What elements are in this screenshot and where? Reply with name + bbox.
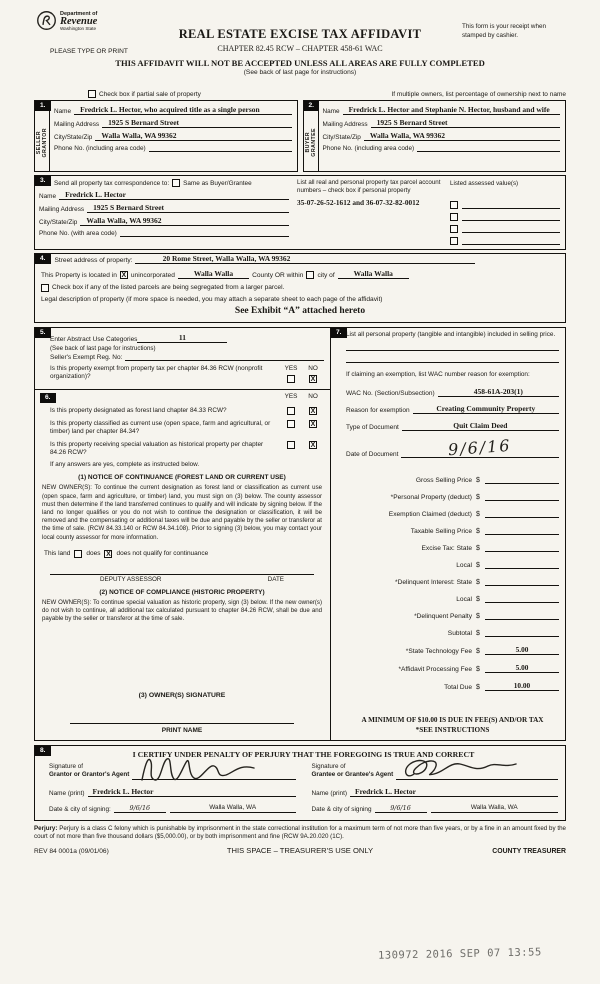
- grantor-agent-label: Grantor or Grantor's Agent: [49, 771, 130, 779]
- grantee-side-label: GRANTEE: [310, 128, 317, 157]
- logo-name: Revenue: [60, 15, 98, 27]
- city-checkbox[interactable]: [306, 271, 314, 279]
- exempt-no-checkbox[interactable]: X: [310, 375, 316, 383]
- multiple-owners-note: If multiple owners, list percentage of ownership next to name: [391, 90, 566, 98]
- personal-property-label: List all personal property (tangible and intangible) included in selling price.: [346, 330, 556, 338]
- delinquent-interest-state-label: *Delinquent Interest: State: [395, 578, 472, 586]
- land-does-checkbox[interactable]: [74, 550, 82, 558]
- section-7-number: 7.: [331, 328, 347, 338]
- buyer-side-label: BUYER: [304, 132, 311, 153]
- dollar-sign: $: [476, 476, 480, 484]
- document-date-label: Date of Document: [346, 450, 399, 458]
- grantor-date-city-label: Date & city of signing:: [49, 805, 111, 813]
- buyer-name-label: Name: [322, 108, 340, 115]
- county-treasurer-label: COUNTY TREASURER: [492, 847, 566, 855]
- city-field[interactable]: Walla Walla: [338, 269, 409, 279]
- see-instructions-line: *SEE INSTRUCTIONS: [415, 725, 490, 734]
- certify-statement: I CERTIFY UNDER PENALTY OF PERJURY THAT THE FOREGOING IS TRUE AND CORRECT: [132, 749, 475, 759]
- exempt-yes-checkbox[interactable]: [287, 375, 295, 383]
- subtotal-field[interactable]: [485, 628, 559, 637]
- form-body: [34, 10, 566, 855]
- exemption-reason-field[interactable]: Creating Community Property: [413, 404, 559, 414]
- total-due-label: Total Due: [444, 683, 472, 691]
- wac-field[interactable]: 458-61A-203(1): [438, 387, 559, 397]
- segregated-label: Check box if any of the listed parcels are being segregated from a larger parcel.: [52, 284, 285, 292]
- seller-mailing-field[interactable]: 1925 S Bernard Street: [102, 118, 291, 128]
- treasurer-space-label: THIS SPACE – TREASURER'S USE ONLY: [226, 845, 374, 855]
- money-section: [346, 467, 559, 691]
- exemption-claimed-field[interactable]: [485, 509, 559, 518]
- exempt-reg-field[interactable]: [125, 360, 324, 361]
- print-name-label: PRINT NAME: [161, 726, 203, 734]
- current-use-yes-checkbox[interactable]: [287, 420, 295, 428]
- state-technology-fee-label: *State Technology Fee: [405, 647, 472, 655]
- legal-description-label: Legal description of property (if more space is needed, you may attach a separate sheet to each page of the affidavit): [41, 295, 383, 303]
- dollar-sign: $: [476, 612, 480, 620]
- dollar-sign: $: [476, 595, 480, 603]
- exemption-note: If claiming an exemption, list WAC number reason for exemption:: [346, 371, 530, 379]
- current-use-no-checkbox[interactable]: X: [310, 421, 316, 428]
- legal-description-value: See Exhibit “A” attached hereto: [234, 305, 366, 316]
- party-boxes: [34, 100, 566, 172]
- buyer-name-field[interactable]: Fredrick L. Hector and Stephanie N. Hector, husband and wife: [343, 105, 560, 115]
- personal-property-checkbox[interactable]: [450, 213, 458, 221]
- seller-phone-field[interactable]: [149, 144, 292, 152]
- perjury-body: Perjury is a class C felony which is punishable by imprisonment in the state correctional institution for a maximum term of not more than five years, or by a fine in an amount fixed by the court of not more than five thousand dollars ($5,000.00), or by both imprisonment and fine (RCW 9A.20.020 (1C).: [34, 824, 566, 840]
- no-header: NO: [308, 392, 318, 400]
- corr-name-label: Name: [39, 193, 57, 200]
- gross-selling-price-field[interactable]: [485, 475, 559, 484]
- personal-property-checkbox[interactable]: [450, 237, 458, 245]
- dollar-sign: $: [476, 665, 480, 673]
- buyer-side-strip: [304, 101, 319, 171]
- notice-compliance-body: NEW OWNER(S): To continue special valuation as historic property, sign (3) below. If the new owner(s) do not wish to continue, all additional tax calculated pursuant to chapter 84.26 RCW, shall be due and payable by the seller or transferor at the time of sale.: [42, 598, 322, 623]
- grantee-agent-label: Grantee or Grantee's Agent: [311, 771, 394, 779]
- affidavit-processing-fee-label: *Affidavit Processing Fee: [398, 665, 472, 673]
- grantee-signature-of-label: Signature of: [311, 762, 346, 770]
- delinquent-penalty-field[interactable]: [485, 611, 559, 620]
- perjury-lead: Perjury:: [34, 824, 58, 832]
- corr-phone-field[interactable]: [120, 229, 289, 237]
- section-4-property-location: [34, 253, 566, 323]
- exemption-claimed-label: Exemption Claimed (deduct): [388, 510, 472, 518]
- section-6-land-classification: [34, 389, 331, 741]
- logo-state: Washington State: [60, 25, 97, 31]
- seller-name-label: Name: [54, 108, 72, 115]
- exempt-question: Is this property exempt from property tax per chapter 84.36 RCW (nonprofit organization)?: [50, 364, 263, 381]
- document-date-field[interactable]: [401, 435, 559, 459]
- taxable-selling-price-label: Taxable Selling Price: [410, 527, 472, 535]
- section-8-certification: [34, 745, 566, 821]
- received-date-stamp: 130972 2016 SEP 07 13:55: [377, 946, 542, 962]
- grantee-name-print-label: Name (print): [311, 789, 348, 797]
- does-not-label: does not qualify for continuance: [116, 550, 209, 558]
- seller-side-label: SELLER: [36, 130, 42, 155]
- seller-name-field[interactable]: Fredrick L. Hector, who acquired title as a single person: [74, 105, 291, 115]
- section-5-abstract-use: [34, 327, 331, 390]
- section-5-number: 5.: [35, 328, 51, 338]
- buyer-city-field[interactable]: Walla Walla, WA 99362: [364, 131, 560, 141]
- seller-city-label: City/State/Zip: [54, 134, 93, 141]
- top-row: [34, 90, 566, 98]
- grantor-name-print-field[interactable]: Fredrick L. Hector: [88, 787, 296, 797]
- logo-text: [60, 11, 97, 31]
- yes-header: YES: [284, 392, 298, 400]
- taxable-selling-price-field[interactable]: [485, 526, 559, 535]
- abstract-use-label: Enter Abstract Use Categories: [50, 335, 138, 343]
- grantor-city-field[interactable]: Walla Walla, WA: [170, 804, 296, 813]
- section-2-number: 2.: [304, 101, 320, 111]
- same-as-buyer-label: Same as Buyer/Grantee: [183, 179, 252, 187]
- deputy-date-label: DATE: [267, 575, 284, 583]
- form-header: [34, 10, 566, 88]
- segregated-checkbox[interactable]: [41, 284, 49, 292]
- grantor-signature-field[interactable]: [132, 762, 295, 780]
- see-back-note: (See back of last page for instructions): [243, 69, 357, 76]
- dollar-sign: $: [476, 578, 480, 586]
- assessed-value-line[interactable]: [462, 225, 560, 233]
- affidavit-processing-fee-field[interactable]: 5.00: [485, 663, 559, 673]
- minimum-due-line: A MINIMUM OF $10.00 IS DUE IN FEE(S) AND/OR TAX: [361, 715, 544, 724]
- send-correspondence-label: Send all property tax correspondence to:: [54, 179, 170, 187]
- personal-property-checkbox[interactable]: [450, 225, 458, 233]
- corr-name-field[interactable]: Fredrick L. Hector: [59, 190, 289, 200]
- personal-property-line[interactable]: [346, 339, 559, 351]
- grantee-city-field[interactable]: Walla Walla, WA: [431, 804, 558, 813]
- personal-property-checkbox[interactable]: [450, 201, 458, 209]
- seller-phone-label: Phone No. (including area code): [54, 145, 146, 152]
- grantee-signature-block: [312, 762, 559, 813]
- excise-tax-state-label: Excise Tax: State: [421, 544, 472, 552]
- grantor-date-field[interactable]: [114, 804, 166, 813]
- grantee-name-print-field[interactable]: Fredrick L. Hector: [350, 787, 558, 797]
- seller-city-field[interactable]: Walla Walla, WA 99362: [95, 131, 291, 141]
- grantor-signature: [136, 754, 286, 784]
- grantee-date-field[interactable]: [375, 804, 427, 813]
- personal-property-deduct-label: *Personal Property (deduct): [390, 493, 472, 501]
- assessed-values-header: Listed assessed value(s): [450, 180, 519, 187]
- document-type-field[interactable]: Quit Claim Deed: [402, 421, 559, 431]
- street-address-label: Street address of property:: [54, 256, 133, 264]
- receipt-note: This form is your receipt when stamped by cashier.: [462, 23, 546, 39]
- excise-tax-state-field[interactable]: [485, 543, 559, 552]
- assessed-value-line[interactable]: [462, 213, 560, 221]
- owners-signature-label: (3) OWNER(S) SIGNATURE: [138, 691, 226, 699]
- excise-tax-local-label: Local: [456, 561, 472, 569]
- excise-tax-local-field[interactable]: [485, 560, 559, 569]
- delinquent-interest-state-field[interactable]: [485, 577, 559, 586]
- grantee-handwritten-date: 9/6/16: [390, 803, 411, 812]
- section-8-number: 8.: [35, 746, 51, 756]
- seller-grantor-box: [34, 100, 298, 172]
- notice-compliance-title: (2) NOTICE OF COMPLIANCE (HISTORIC PROPERTY): [99, 588, 265, 596]
- same-as-buyer-checkbox[interactable]: [172, 179, 180, 187]
- document-type-label: Type of Document: [346, 423, 399, 431]
- logo-dept: Department of: [60, 10, 98, 17]
- owners-signature-line[interactable]: [70, 723, 294, 724]
- parcel-numbers-value[interactable]: 35-07-26-52-1612 and 36-07-32-82-0012: [297, 197, 420, 207]
- notice-continuance-title: (1) NOTICE OF CONTINUANCE (FOREST LAND OR CURRENT USE): [78, 474, 286, 482]
- dollar-sign: $: [476, 493, 480, 501]
- corr-phone-label: Phone No. (with area code): [39, 230, 117, 237]
- seller-side-strip: [35, 101, 50, 171]
- exempt-reg-label: Seller's Exempt Reg. No:: [50, 353, 123, 361]
- county-field[interactable]: Walla Walla: [178, 269, 249, 279]
- no-header: NO: [308, 364, 318, 372]
- section-5-see-back: (See back of last page for instructions): [50, 344, 156, 352]
- partial-sale-checkbox[interactable]: [88, 90, 96, 98]
- corr-city-label: City/State/Zip: [39, 219, 78, 226]
- buyer-grantee-box: [303, 100, 567, 172]
- partial-sale-label: Check box if partial sale of property: [99, 90, 201, 98]
- county-or-within-label: County OR within: [252, 271, 304, 279]
- dollar-sign: $: [476, 647, 480, 655]
- dollar-sign: $: [476, 629, 480, 637]
- historic-yes-checkbox[interactable]: [287, 441, 295, 449]
- land-does-not-checkbox[interactable]: X: [106, 550, 111, 558]
- historic-no-checkbox[interactable]: X: [310, 441, 316, 449]
- assessed-value-line[interactable]: [462, 201, 560, 209]
- buyer-mailing-label: Mailing Address: [322, 121, 368, 128]
- middle-columns: [34, 327, 566, 741]
- please-type-note: PLEASE TYPE OR PRINT: [50, 48, 128, 55]
- corr-city-field[interactable]: Walla Walla, WA 99362: [80, 216, 289, 226]
- grantor-side-label: GRANTOR: [42, 127, 48, 158]
- exemption-reason-label: Reason for exemption: [346, 406, 410, 414]
- form-chapter: CHAPTER 82.45 RCW – CHAPTER 458-61 WAC: [217, 44, 383, 53]
- corr-mailing-label: Mailing Address: [39, 206, 85, 213]
- section-1-number: 1.: [35, 101, 51, 111]
- street-address-field[interactable]: 20 Rome Street, Walla Walla, WA 99362: [135, 254, 475, 264]
- handwritten-document-date: 9/6/16: [447, 435, 513, 459]
- warning-line: THIS AFFIDAVIT WILL NOT BE ACCEPTED UNLESS ALL AREAS ARE FULLY COMPLETED: [115, 58, 485, 68]
- minimum-due-note: [346, 716, 559, 734]
- abstract-use-field[interactable]: 11: [137, 333, 227, 343]
- personal-property-deduct-field[interactable]: [485, 492, 559, 501]
- section-7-personal-property: [330, 327, 566, 741]
- grantor-handwritten-date: 9/6/16: [129, 803, 151, 812]
- forest-yes-checkbox[interactable]: [287, 407, 295, 415]
- form-title: REAL ESTATE EXCISE TAX AFFIDAVIT: [178, 27, 422, 41]
- rev-number: REV 84 0001a (09/01/06): [34, 847, 109, 855]
- total-due-field[interactable]: 10.00: [485, 681, 559, 691]
- deputy-assessor-label: DEPUTY ASSESSOR: [100, 575, 162, 583]
- yes-header: YES: [284, 364, 298, 372]
- gross-selling-price-label: Gross Selling Price: [415, 476, 472, 484]
- assessed-values-column: [450, 195, 560, 245]
- section-6-number: 6.: [40, 393, 56, 403]
- grantor-signature-of-label: Signature of: [49, 762, 83, 770]
- buyer-mailing-field[interactable]: 1925 S Bernard Street: [371, 118, 560, 128]
- subtotal-label: Subtotal: [447, 629, 472, 637]
- parcel-numbers-header: List all real and personal property tax parcel account numbers – check box if personal property: [297, 179, 441, 194]
- footer-row: [34, 846, 566, 855]
- personal-property-line[interactable]: [346, 351, 559, 363]
- buyer-phone-field[interactable]: [417, 144, 560, 152]
- dor-logo: [36, 10, 97, 31]
- dollar-sign: $: [476, 544, 480, 552]
- city-of-label: city of: [317, 271, 335, 279]
- section-3-tax-correspondence: [34, 175, 566, 250]
- grantee-signature: [400, 754, 550, 784]
- this-land-label: This land: [44, 550, 71, 558]
- unincorporated-checkbox[interactable]: X: [121, 271, 127, 279]
- grantor-signature-block: [49, 762, 296, 813]
- delinquent-interest-local-field[interactable]: [485, 594, 559, 603]
- notice-continuance-body: NEW OWNER(S): To continue the current designation as forest land or classification as current use (open space, farm and agriculture, or timber) land, you must sign on (3) below. The county assessor must then determine if the land transferred continues to qualify and will indicate by signing below. If the land no longer qualifies or you do not wish to continue the designation or classification, it will be removed and the compensating or additional taxes will be due and payable by the seller or transferor at the time of sale. (RCW 84.33.140 or RCW 84.34.108). Prior to signing (3) below, you may contact your local county assessor for more information.: [42, 484, 322, 541]
- section-4-number: 4.: [35, 254, 51, 264]
- grantor-name-print-label: Name (print): [49, 789, 85, 797]
- current-use-question: Is this property classified as current use (open space, farm and agricultural, or timber) land per chapter 84.34?: [50, 420, 271, 436]
- dollar-sign: $: [476, 510, 480, 518]
- exempt-yes-no-block: [280, 365, 324, 384]
- delinquent-interest-local-label: Local: [456, 595, 472, 603]
- forest-no-checkbox[interactable]: X: [310, 408, 316, 415]
- does-label: does: [86, 550, 101, 558]
- section-3-number: 3.: [35, 176, 51, 186]
- dollar-sign: $: [476, 561, 480, 569]
- if-yes-note: If any answers are yes, complete as instructed below.: [50, 461, 200, 469]
- buyer-city-label: City/State/Zip: [322, 134, 361, 141]
- dollar-sign: $: [476, 683, 480, 691]
- seller-mailing-label: Mailing Address: [54, 121, 100, 128]
- grantee-signature-field[interactable]: [396, 762, 558, 780]
- located-in-label: This Property is located in: [41, 271, 117, 279]
- assessed-value-line[interactable]: [462, 237, 560, 245]
- corr-mailing-field[interactable]: 1925 S Bernard Street: [87, 203, 289, 213]
- dollar-sign: $: [476, 527, 480, 535]
- perjury-note: [34, 825, 566, 841]
- revenue-logo-icon: [36, 10, 57, 31]
- unincorporated-label: unincorporated: [130, 271, 175, 279]
- historic-question: Is this property receiving special valuation as historical property per chapter 84.26 RCW?: [50, 440, 264, 456]
- state-technology-fee-field[interactable]: 5.00: [485, 645, 559, 655]
- wac-label: WAC No. (Section/Subsection): [346, 389, 435, 397]
- grantee-date-city-label: Date & city of signing: [311, 805, 372, 813]
- forest-land-question: Is this property designated as forest land chapter 84.33 RCW?: [50, 407, 227, 414]
- buyer-phone-label: Phone No. (including area code): [322, 145, 415, 152]
- delinquent-penalty-label: *Delinquent Penalty: [414, 612, 472, 620]
